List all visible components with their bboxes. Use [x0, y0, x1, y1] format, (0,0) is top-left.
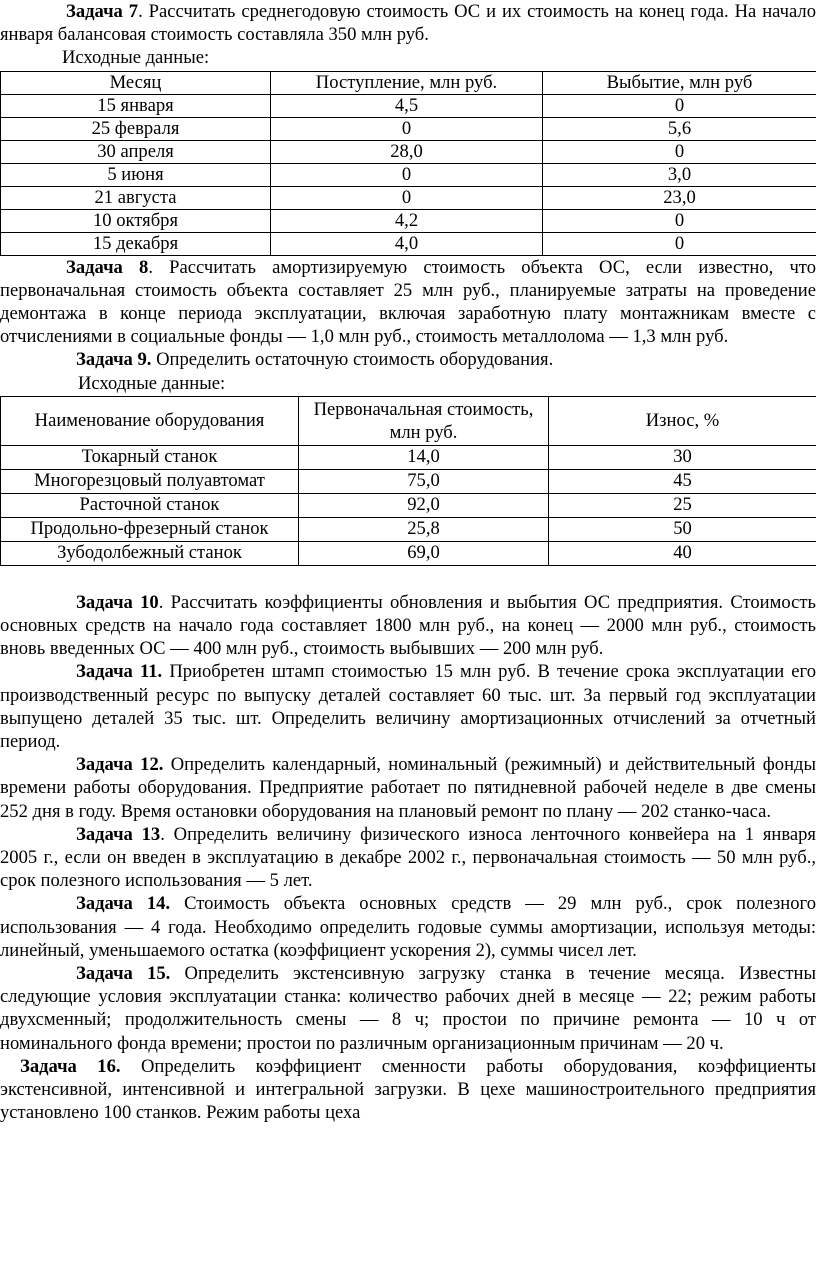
- table-cell: 5 июня: [1, 163, 271, 186]
- table-cell: 0: [271, 117, 543, 140]
- table-cell: 4,0: [271, 232, 543, 255]
- task-8-paragraph: [0, 256, 816, 349]
- table-row: [1, 186, 816, 209]
- table-cell: Зубодолбежный станок: [1, 541, 299, 565]
- table-cell: 30 апреля: [1, 140, 271, 163]
- table-cell: 69,0: [299, 541, 549, 565]
- table-cell: 92,0: [299, 493, 549, 517]
- table-cell: 23,0: [543, 186, 816, 209]
- table-cell: 75,0: [299, 469, 549, 493]
- task-9-text: Определить остаточную стоимость оборудования.: [151, 349, 554, 371]
- table-cell: Токарный станок: [1, 445, 299, 469]
- table-cell: 25,8: [299, 517, 549, 541]
- table-header-cell: Наименование оборудования: [1, 396, 299, 445]
- task-13-text: . Определить величину физического износа ленточного конвейера на 1 января 2005 г., если он введен в эксплуатацию в декабре 2002 г., первоначальная стоимость — 50 млн руб., срок полезного использования — 5 лет.: [0, 823, 816, 892]
- task-14-title: Задача 14.: [76, 893, 171, 915]
- table-cell: 25: [549, 493, 816, 517]
- task-15-paragraph: [0, 962, 816, 1055]
- table-header-cell: Первоначальная стоимость, млн руб.: [299, 396, 549, 445]
- table-row: [1, 469, 816, 493]
- table-header-row: [1, 396, 816, 445]
- task-14-text: Стоимость объекта основных средств — 29 млн руб., срок полезного использования — 4 года. Необходимо определить годовые суммы амортизации, используя методы: линейный, уменьшаемого остатка (коэффициент ускорения 2), суммы чисел лет.: [0, 893, 816, 961]
- table-cell: 50: [549, 517, 816, 541]
- task-9-paragraph: [0, 348, 816, 371]
- table-cell: 0: [271, 163, 543, 186]
- table-cell: 30: [549, 445, 816, 469]
- table-cell: 0: [543, 94, 816, 117]
- table-cell: 15 декабря: [1, 232, 271, 255]
- task-15-text: Определить экстенсивную загрузку станка в течение месяца. Известны следующие условия эксплуатации станка: количество рабочих дней в месяце — 22; режим работы двухсменный; продолжительность смены — 8 ч; простои по причине ремонта — 10 ч от номинального фонда времени; простои по различным организационным причинам — 20 ч.: [0, 963, 816, 1054]
- table-cell: 4,5: [271, 94, 543, 117]
- table-cell: 0: [271, 186, 543, 209]
- table-cell: 0: [543, 209, 816, 232]
- table-row: [1, 94, 816, 117]
- spacer: [0, 566, 816, 591]
- task-10-text: . Рассчитать коэффициенты обновления и выбытия ОС предприятия. Стоимость основных средств на начало года составляет 1800 млн руб., на конец — 2000 млн руб., стоимость вновь введенных ОС — 400 млн руб., стоимость выбывших — 200 млн руб.: [0, 591, 816, 660]
- table-cell: 4,2: [271, 209, 543, 232]
- task-14-paragraph: [0, 892, 816, 962]
- table-header-cell: Месяц: [1, 71, 271, 94]
- table-cell: 28,0: [271, 140, 543, 163]
- task-13-paragraph: [0, 823, 816, 893]
- task-7-title: Задача 7: [66, 1, 139, 22]
- table-row: [1, 163, 816, 186]
- table-cell: 10 октября: [1, 209, 271, 232]
- task-8-text: . Рассчитать амортизируемую стоимость объекта ОС, если известно, что первоначальная стоимость объекта составляет 25 млн руб., планируемые затраты на проведение демонтажа в конце периода эксплуатации, включая заработную плату монтажникам вместе с отчислениями в социальные фонды — 1,0 млн руб., стоимость металлолома — 1,3 млн руб.: [0, 256, 816, 348]
- task-12-paragraph: [0, 753, 816, 823]
- task-9-table: [0, 396, 816, 566]
- table-cell: 0: [543, 140, 816, 163]
- table-row: [1, 232, 816, 255]
- table-row: [1, 209, 816, 232]
- table-row: [1, 140, 816, 163]
- table-row: [1, 493, 816, 517]
- table-cell: Продольно-фрезерный станок: [1, 517, 299, 541]
- table-row: [1, 541, 816, 565]
- table-row: [1, 517, 816, 541]
- table-cell: 25 февраля: [1, 117, 271, 140]
- task-7-paragraph: [0, 0, 816, 46]
- task-7-table: [0, 71, 816, 256]
- task-13-title: Задача 13: [76, 823, 161, 845]
- task-8-title: Задача 8: [66, 256, 149, 278]
- task-9-title: Задача 9.: [76, 349, 152, 371]
- table-header-cell: Выбытие, млн руб: [543, 71, 816, 94]
- table-cell: 15 января: [1, 94, 271, 117]
- table-cell: 3,0: [543, 163, 816, 186]
- table-cell: 21 августа: [1, 186, 271, 209]
- task-11-paragraph: [0, 660, 816, 753]
- table-row: [1, 445, 816, 469]
- task-9-source-label: Исходные данные:: [78, 372, 226, 394]
- table-cell: 0: [543, 232, 816, 255]
- task-11-text: Приобретен штамп стоимостью 15 млн руб. В течение срока эксплуатации его производственный ресурс по выпуску деталей составляет 60 тыс. шт. За первый год эксплуатации выпущено деталей 35 тыс. шт. Определить величину амортизационных отчислений за отчетный период.: [0, 661, 816, 753]
- table-cell: 14,0: [299, 445, 549, 469]
- table-header-row: [1, 71, 816, 94]
- table-cell: Расточной станок: [1, 493, 299, 517]
- task-10-title: Задача 10: [76, 591, 159, 613]
- task-7-text: . Рассчитать среднегодовую стоимость ОС и их стоимость на конец года. На начало января балансовая стоимость составляла 350 млн руб.: [0, 1, 816, 46]
- table-cell: 45: [549, 469, 816, 493]
- task-12-title: Задача 12.: [76, 754, 164, 776]
- table-cell: Многорезцовый полуавтомат: [1, 469, 299, 493]
- task-16-title: Задача 16.: [20, 1055, 121, 1077]
- table-header-cell: Поступление, млн руб.: [271, 71, 543, 94]
- task-7-source-label: Исходные данные:: [62, 47, 210, 69]
- table-cell: 5,6: [543, 117, 816, 140]
- task-12-text: Определить календарный, номинальный (режимный) и действительный фонды времени работы оборудования. Предприятие работает по пятидневной рабочей неделе в две смены 252 дня в году. Время остановки оборудования на плановый ремонт по плану — 202 станко-часа.: [0, 754, 816, 822]
- task-11-title: Задача 11.: [76, 661, 163, 683]
- task-16-text: Определить коэффициент сменности работы оборудования, коэффициенты экстенсивной, интенсивной и интегральной загрузки. В цехе машиностроительного предприятия установлено 100 станков. Режим работы цеха: [0, 1055, 816, 1124]
- task-16-paragraph: [0, 1055, 816, 1125]
- table-header-cell: Износ, %: [549, 396, 816, 445]
- table-row: [1, 117, 816, 140]
- task-15-title: Задача 15.: [76, 963, 171, 985]
- task-10-paragraph: [0, 591, 816, 661]
- table-cell: 40: [549, 541, 816, 565]
